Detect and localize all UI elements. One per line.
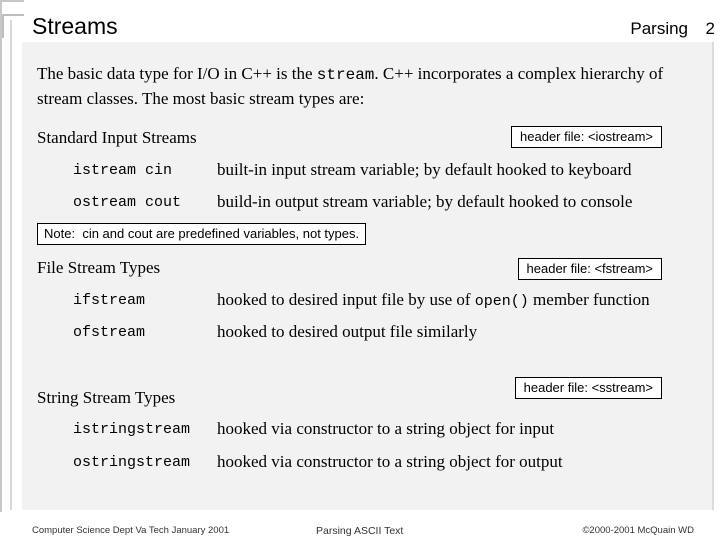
frame-inner-left-line xyxy=(10,20,12,510)
footer-center: Parsing ASCII Text xyxy=(316,525,404,537)
note-label: Note: xyxy=(44,226,76,241)
intro-text-1: The basic data type for I/O in C++ is the xyxy=(37,64,317,83)
desc-ifstream-text-2: member function xyxy=(528,290,650,309)
term-ofstream: ofstream xyxy=(73,324,146,341)
frame-corner xyxy=(2,14,24,38)
frame-top-line xyxy=(0,0,24,2)
iostream-header-box: header file: <iostream> xyxy=(511,126,662,148)
desc-istringstream: hooked via constructor to a string object for input xyxy=(217,419,555,438)
intro-code: stream xyxy=(316,66,375,84)
file-streams-heading: File Stream Types xyxy=(37,258,161,277)
note-text: cin and cout are predefined variables, not types. xyxy=(82,226,360,241)
term-istringstream: istringstream xyxy=(73,421,191,438)
desc-ifstream-code: open() xyxy=(474,293,529,310)
intro-paragraph xyxy=(37,62,697,111)
term-ifstream: ifstream xyxy=(73,292,146,309)
desc-ostream-cout: build-in output stream variable; by default hooked to console xyxy=(217,192,633,211)
desc-ostringstream: hooked via constructor to a string object for output xyxy=(217,452,563,471)
fstream-header-box: header file: <fstream> xyxy=(518,258,662,280)
standard-streams-heading: Standard Input Streams xyxy=(37,128,197,147)
sstream-header-box: header file: <sstream> xyxy=(515,377,662,399)
desc-ofstream: hooked to desired output file similarly xyxy=(217,322,478,341)
term-ostream-cout: ostream cout xyxy=(73,194,182,211)
slide-title: Streams xyxy=(32,13,118,39)
page-number: 2 xyxy=(705,19,715,38)
desc-ifstream-text-1: hooked to desired input file by use of xyxy=(217,290,475,309)
frame-left-line xyxy=(0,0,2,512)
footer-right: ©2000-2001 McQuain WD xyxy=(582,525,694,536)
note-box xyxy=(37,223,366,245)
desc-istream-cin: built-in input stream variable; by default hooked to keyboard xyxy=(217,160,632,179)
desc-ifstream xyxy=(217,290,650,310)
intro-text-2: . C++ incorporates a complex hierarchy of stream classes. The most basic stream types are: xyxy=(37,64,664,108)
section-name: Parsing xyxy=(630,19,688,38)
term-ostringstream: ostringstream xyxy=(73,454,191,471)
term-istream-cin: istream cin xyxy=(73,162,173,179)
footer-left: Computer Science Dept Va Tech January 2001 xyxy=(32,525,230,536)
string-streams-heading: String Stream Types xyxy=(37,388,176,407)
